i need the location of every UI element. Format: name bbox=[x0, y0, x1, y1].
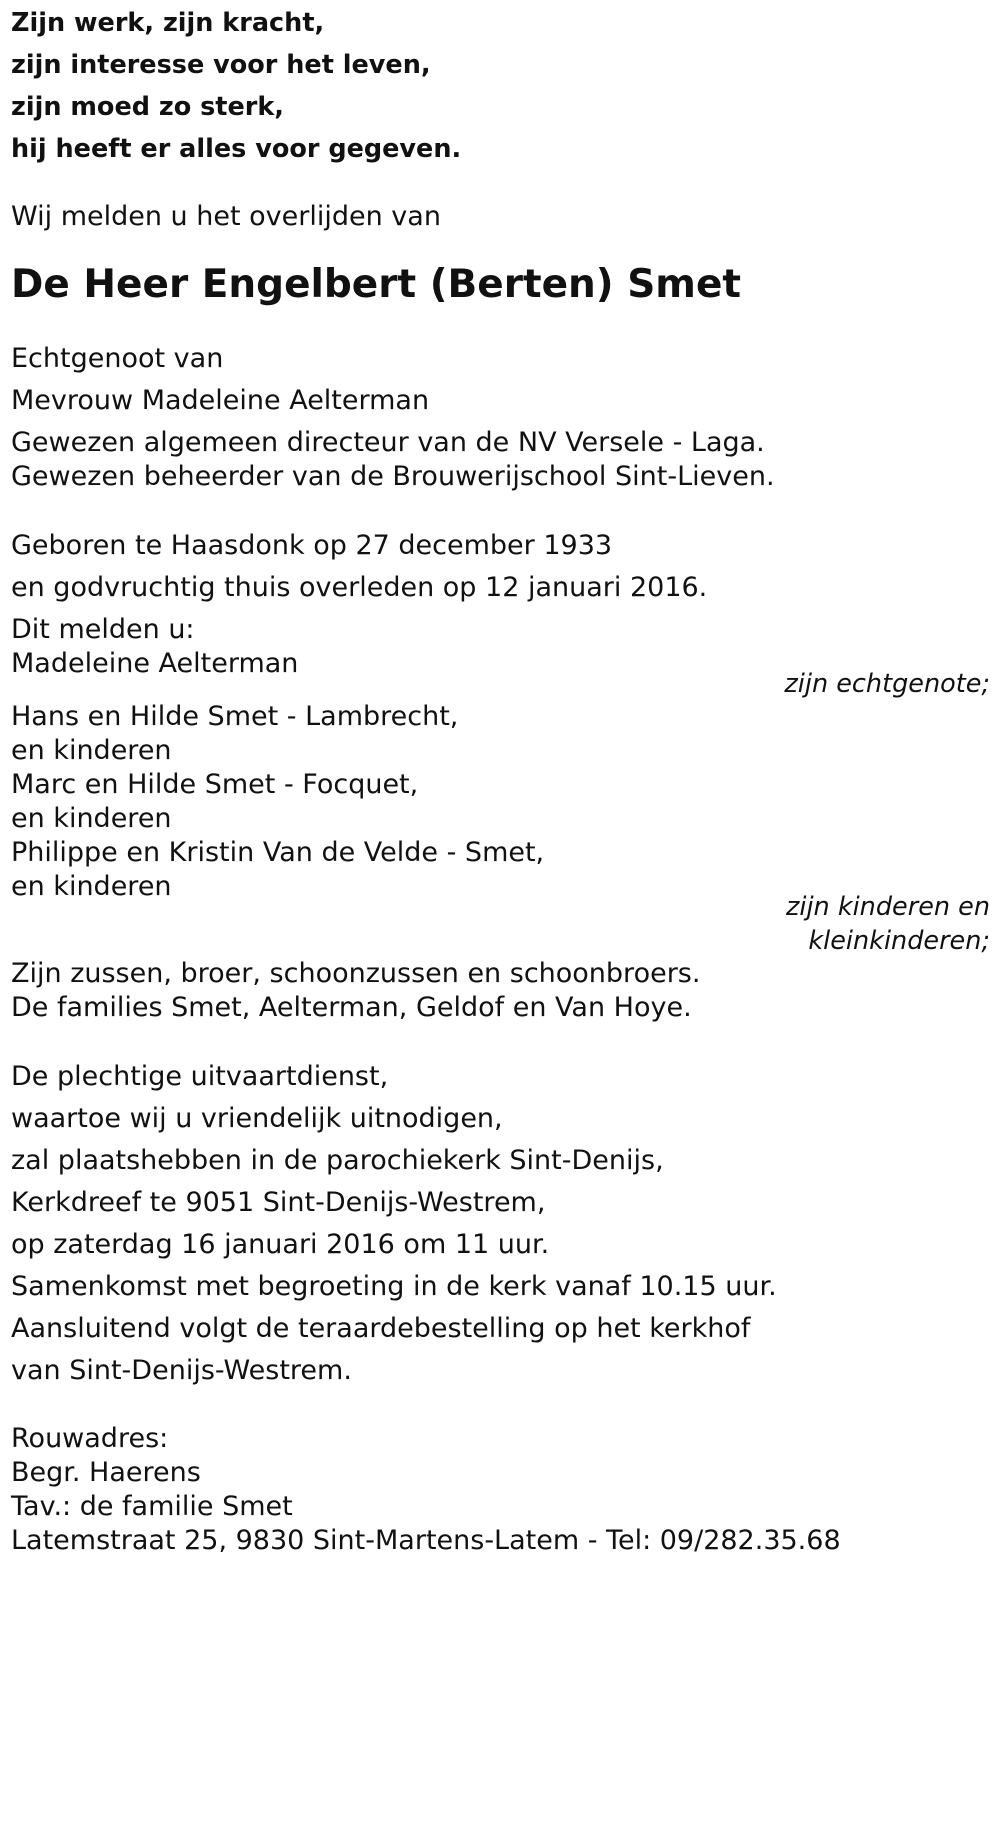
career-line: Gewezen beheerder van de Brouwerijschool Sint-Lieven. bbox=[11, 461, 775, 492]
service-line: Samenkomst met begroeting in de kerk vanaf 10.15 uur. bbox=[11, 1271, 777, 1302]
announcement-text: Wij melden u het overlijden van bbox=[11, 201, 441, 232]
family-line: De families Smet, Aelterman, Geldof en Van Hoye. bbox=[11, 992, 692, 1023]
service-line: waartoe wij u vriendelijk uitnodigen, bbox=[11, 1103, 503, 1134]
service-line: op zaterdag 16 januari 2016 om 11 uur. bbox=[11, 1229, 550, 1260]
address-label: Rouwadres: bbox=[11, 1423, 169, 1454]
poem-line: Zijn werk, zijn kracht, bbox=[11, 8, 325, 38]
service-line: Aansluitend volgt de teraardebestelling op het kerkhof bbox=[11, 1313, 751, 1344]
children-line: en kinderen bbox=[11, 803, 172, 834]
mourner-spouse-relation: zijn echtgenote; bbox=[784, 669, 990, 699]
spouse-name: Mevrouw Madeleine Aelterman bbox=[11, 385, 430, 416]
service-line: Kerkdreef te 9051 Sint-Denijs-Westrem, bbox=[11, 1187, 546, 1218]
poem-line: hij heeft er alles voor gegeven. bbox=[11, 134, 462, 164]
service-line: De plechtige uitvaartdienst, bbox=[11, 1061, 389, 1092]
address-line: Latemstraat 25, 9830 Sint-Martens-Latem - Tel: 09/282.35.68 bbox=[11, 1525, 841, 1556]
spouse-label: Echtgenoot van bbox=[11, 343, 224, 374]
poem-line: zijn moed zo sterk, bbox=[11, 92, 284, 122]
service-line: zal plaatshebben in de parochiekerk Sint-Denijs, bbox=[11, 1145, 664, 1176]
death-line: en godvruchtig thuis overleden op 12 januari 2016. bbox=[11, 572, 708, 603]
children-relation: zijn kinderen en bbox=[786, 892, 990, 922]
address-line: Tav.: de familie Smet bbox=[11, 1491, 293, 1522]
family-line: Zijn zussen, broer, schoonzussen en schoonbroers. bbox=[11, 958, 701, 989]
children-line: en kinderen bbox=[11, 735, 172, 766]
children-line: Philippe en Kristin Van de Velde - Smet, bbox=[11, 837, 545, 868]
service-line: van Sint-Denijs-Westrem. bbox=[11, 1355, 352, 1386]
children-line: en kinderen bbox=[11, 871, 172, 902]
children-relation: kleinkinderen; bbox=[808, 926, 990, 956]
children-line: Marc en Hilde Smet - Focquet, bbox=[11, 769, 419, 800]
deceased-name: De Heer Engelbert (Berten) Smet bbox=[11, 262, 742, 307]
address-line: Begr. Haerens bbox=[11, 1457, 201, 1488]
announced-by-label: Dit melden u: bbox=[11, 614, 195, 645]
career-line: Gewezen algemeen directeur van de NV Versele - Laga. bbox=[11, 427, 765, 458]
mourner-spouse-name: Madeleine Aelterman bbox=[11, 648, 299, 679]
children-line: Hans en Hilde Smet - Lambrecht, bbox=[11, 701, 459, 732]
birth-line: Geboren te Haasdonk op 27 december 1933 bbox=[11, 530, 613, 561]
poem-line: zijn interesse voor het leven, bbox=[11, 50, 431, 80]
